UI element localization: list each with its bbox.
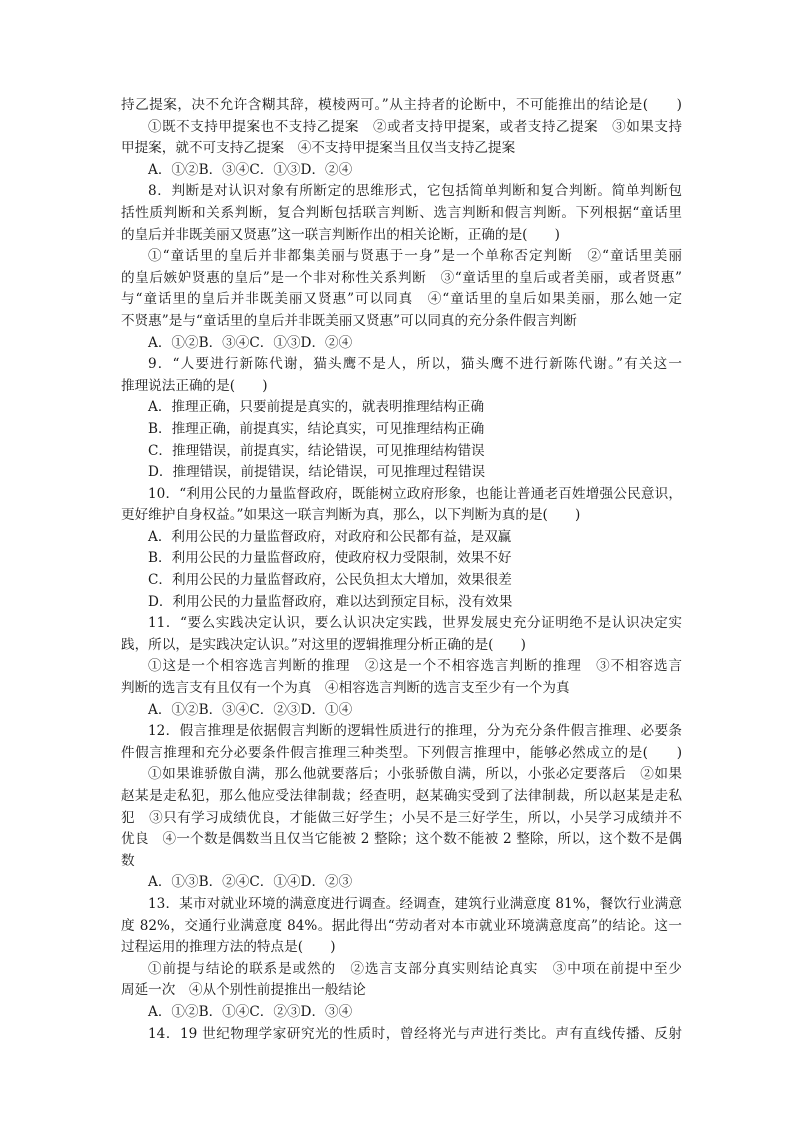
document-page	[121, 95, 682, 1045]
text-line: 11．“要么实践决定认识，要么认识决定实践，世界发展史充分证明绝不是认识决定实	[148, 615, 682, 632]
text-line: 判断的选言支有且仅有一个为真 ④相容选言判断的选言支至少有一个为真	[121, 680, 570, 697]
text-line: 持乙提案，决不允许含糊其辞，模棱两可。”从主持者的论断中，不可能推出的结论是( )	[121, 97, 682, 113]
text-line: 10．“利用公民的力量监督政府，既能树立政府形象，也能让普通老百姓增强公民意识，	[148, 485, 682, 502]
text-line: 括性质判断和关系判断，复合判断包括联言判断、选言判断和假言判断。下列根据“童话里	[121, 204, 682, 221]
text-line: 9．“人要进行新陈代谢，猫头鹰不是人，所以，猫头鹰不进行新陈代谢。”有关这一	[148, 356, 682, 373]
text-line: 周延一次 ④从个别性前提推出一般结论	[121, 982, 366, 999]
text-line: 不贤惠”是与“童话里的皇后并非既美丽又贤惠”可以同真的充分条件假言判断	[121, 312, 577, 329]
text-line: C．推理错误，前提真实，结论错误，可见推理结构错误	[148, 442, 485, 459]
text-line: 犯 ③只有学习成绩优良，才能做三好学生；小吴不是三好学生，所以，小吴学习成绩并不	[121, 809, 682, 826]
text-line: ①既不支持甲提案也不支持乙提案 ②或者支持甲提案，或者支持乙提案 ③如果支持	[148, 118, 682, 135]
text-line: B．利用公民的力量监督政府，使政府权力受限制，效果不好	[148, 550, 512, 567]
text-line: A．①②B．③④C．②③D．①④	[148, 701, 353, 718]
text-line: 更好维护自身权益。”如果这一联言判断为真，那么，以下判断为真的是( )	[121, 507, 581, 524]
text-line: A．推理正确，只要前提是真实的，就表明推理结构正确	[148, 399, 485, 416]
text-line: D．利用公民的力量监督政府，难以达到预定目标，没有效果	[148, 593, 513, 610]
text-line: 14．19 世纪物理学家研究光的性质时，曾经将光与声进行类比。声有直线传播、反射	[148, 1025, 682, 1042]
text-line: 甲提案，就不可支持乙提案 ④不支持甲提案当且仅当支持乙提案	[121, 140, 516, 157]
text-line: C．利用公民的力量监督政府，公民负担太大增加，效果很差	[148, 572, 512, 589]
text-line: 优良 ④一个数是偶数当且仅当它能被 2 整除；这个数不能被 2 整除，所以，这个数不是偶	[121, 831, 682, 848]
text-line: 度 82%，交通行业满意度 84%。据此得出“劳动者对本市就业环境满意度高”的结论。这一	[121, 917, 682, 934]
text-line: 践，所以，是实践决定认识。”对这里的逻辑推理分析正确的是( )	[121, 636, 526, 653]
text-line: B．推理正确，前提真实，结论真实，可见推理结构正确	[148, 420, 485, 437]
text-line: A．①②B．③④C．①③D．②④	[148, 161, 353, 178]
text-line: 推理说法正确的是( )	[121, 377, 268, 394]
text-line: 13．某市对就业环境的满意度进行调查。经调查，建筑行业满意度 81%，餐饮行业满意	[148, 895, 682, 912]
text-line: A．利用公民的力量监督政府，对政府和公民都有益，是双赢	[148, 528, 512, 545]
text-line: ①这是一个相容选言判断的推理 ②这是一个不相容选言判断的推理 ③不相容选言	[148, 658, 682, 675]
text-line: 赵某是走私犯，那么他应受法律制裁；经查明，赵某确实受到了法律制裁，所以赵某是走私	[121, 788, 682, 804]
text-line: ①前提与结论的联系是或然的 ②选言支部分真实则结论真实 ③中项在前提中至少	[148, 960, 682, 977]
text-line: 与“童话里的皇后并非既美丽又贤惠”可以同真 ④“童话里的皇后如果美丽，那么她一定	[121, 291, 682, 308]
text-line: ①“童话里的皇后并非都集美丽与贤惠于一身”是一个单称否定判断 ②“童话里美丽	[148, 248, 682, 265]
text-line: 的皇后并非既美丽又贤惠”这一联言判断作出的相关论断，正确的是( )	[121, 226, 560, 243]
text-line: A．①②B．①④C．②③D．③④	[148, 1003, 353, 1020]
text-line: 12．假言推理是依据假言判断的逻辑性质进行的推理，分为充分条件假言推理、必要条	[148, 723, 682, 740]
text-line: 过程运用的推理方法的特点是( )	[121, 939, 336, 956]
text-line: D．推理错误，前提错误，结论错误，可见推理过程错误	[148, 464, 486, 481]
text-line: 数	[121, 852, 135, 869]
text-line: A．①②B．③④C．①③D．②④	[148, 334, 353, 351]
text-line: 8．判断是对认识对象有所断定的思维形式，它包括简单判断和复合判断。简单判断包	[148, 183, 682, 200]
text-line: 的皇后嫉妒贤惠的皇后”是一个非对称性关系判断 ③“童话里的皇后或者美丽，或者贤惠”	[121, 269, 682, 286]
text-line: ①如果谁骄傲自满，那么他就要落后；小张骄傲自满，所以，小张必定要落后 ②如果	[148, 766, 682, 783]
text-line: 件假言推理和充分必要条件假言推理三种类型。下列假言推理中，能够必然成立的是( )	[121, 744, 682, 761]
text-line: A．①③B．②④C．①④D．②③	[148, 874, 353, 891]
